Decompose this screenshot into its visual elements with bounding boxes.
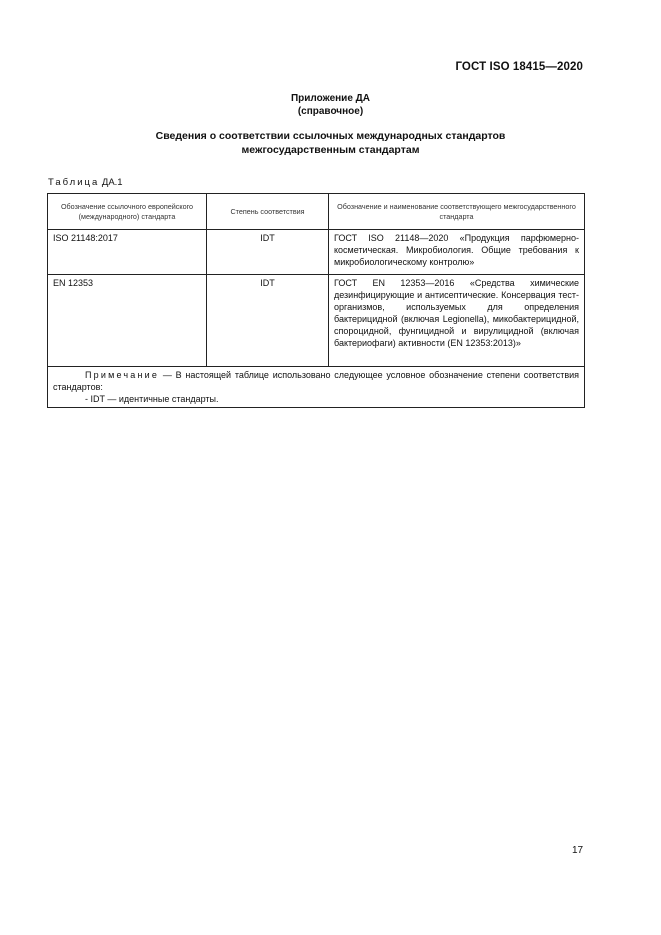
reference-table [47,193,585,408]
page-number: 17 [572,845,584,856]
table-caption [48,177,123,188]
heading-line-2: межгосударственным стандартам [241,144,420,156]
column-header-degree: Степень соответствия [207,194,329,230]
annex-type: (справочное) [297,106,364,117]
note-label: Примечание [85,370,160,380]
column-header-reference: Обозначение ссылочного европейского (международного) стандарта [48,194,207,230]
note-item: - IDT — идентичные стандарты. [85,394,219,404]
table-note [48,367,585,408]
table-header-row [48,194,585,230]
cell-standard: ГОСТ ISO 21148—2020 «Продукция парфюмерно-косметическая. Микробиология. Общие требования к микробиологическому контролю» [329,230,585,275]
annex-title [0,92,661,118]
table-note-row [48,367,585,408]
note-text: — В настоящей таблице использовано следующее условное обозначение степени соответствия стандартов: [53,370,579,392]
table-caption-number: ДА.1 [101,177,123,188]
section-heading [0,129,661,157]
cell-degree: IDT [207,275,329,367]
column-header-standard: Обозначение и наименование соответствующего межгосударственного стандарта [329,194,585,230]
document-code: ГОСТ ISO 18415—2020 [455,61,583,73]
cell-reference: EN 12353 [48,275,207,367]
table-row [48,275,585,367]
cell-degree: IDT [207,230,329,275]
cell-standard: ГОСТ EN 12353—2016 «Средства химические дезинфицирующие и антисептические. Консервация тест-организмов, используемых для определения бактерицидной (включая Legionella), микобактерицидной, спороцидной, фунгицидной и вирулицидной (включая бактериофаги) активности (EN 12353:2013)» [329,275,585,367]
annex-label: Приложение ДА [290,93,371,104]
table-row [48,230,585,275]
cell-reference: ISO 21148:2017 [48,230,207,275]
heading-line-1: Сведения о соответствии ссылочных международных стандартов [155,130,506,142]
table-caption-word: Таблица [48,177,100,188]
